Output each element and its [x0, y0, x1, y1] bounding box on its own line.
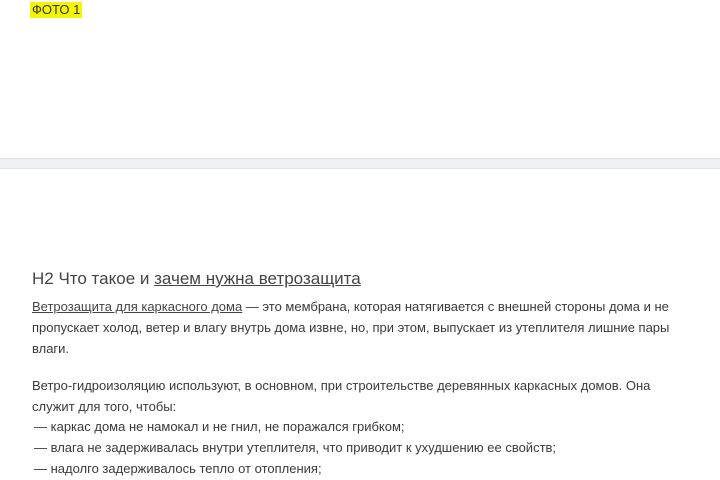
list-item: — влага не задерживалась внутри утеплителя, что приводит к ухудшению ее свойств; — [34, 440, 557, 455]
heading-link[interactable]: зачем нужна ветрозащита — [154, 269, 361, 288]
list-item: — надолго задерживалось тепло от отопления; — [34, 461, 322, 476]
paragraph-link[interactable]: Ветрозащита для каркасного дома — [32, 299, 243, 314]
heading-prefix: H2 Что такое и — [32, 269, 155, 288]
document-page-top — [0, 0, 720, 158]
paragraph-definition-text: — это мембрана, которая натягивается с внешней стороны дома и не пропускает холод, ветер и влагу внутрь дома извне, но, при этом, выпускает из утеплителя лишние пары влаги. — [32, 299, 670, 356]
page-break — [0, 158, 720, 169]
bullet-list — [34, 416, 556, 479]
paragraph-definition — [32, 296, 672, 359]
paragraph-usage: Ветро-гидроизоляцию используют, в основном, при строительстве деревянных каркасных домов. Она служит для того, чтобы: — [32, 378, 651, 414]
section-heading — [32, 268, 361, 290]
list-item: — каркас дома не намокал и не гнил, не поражался грибком; — [34, 419, 405, 434]
photo-placeholder-label: ФОТО 1 — [32, 2, 81, 17]
